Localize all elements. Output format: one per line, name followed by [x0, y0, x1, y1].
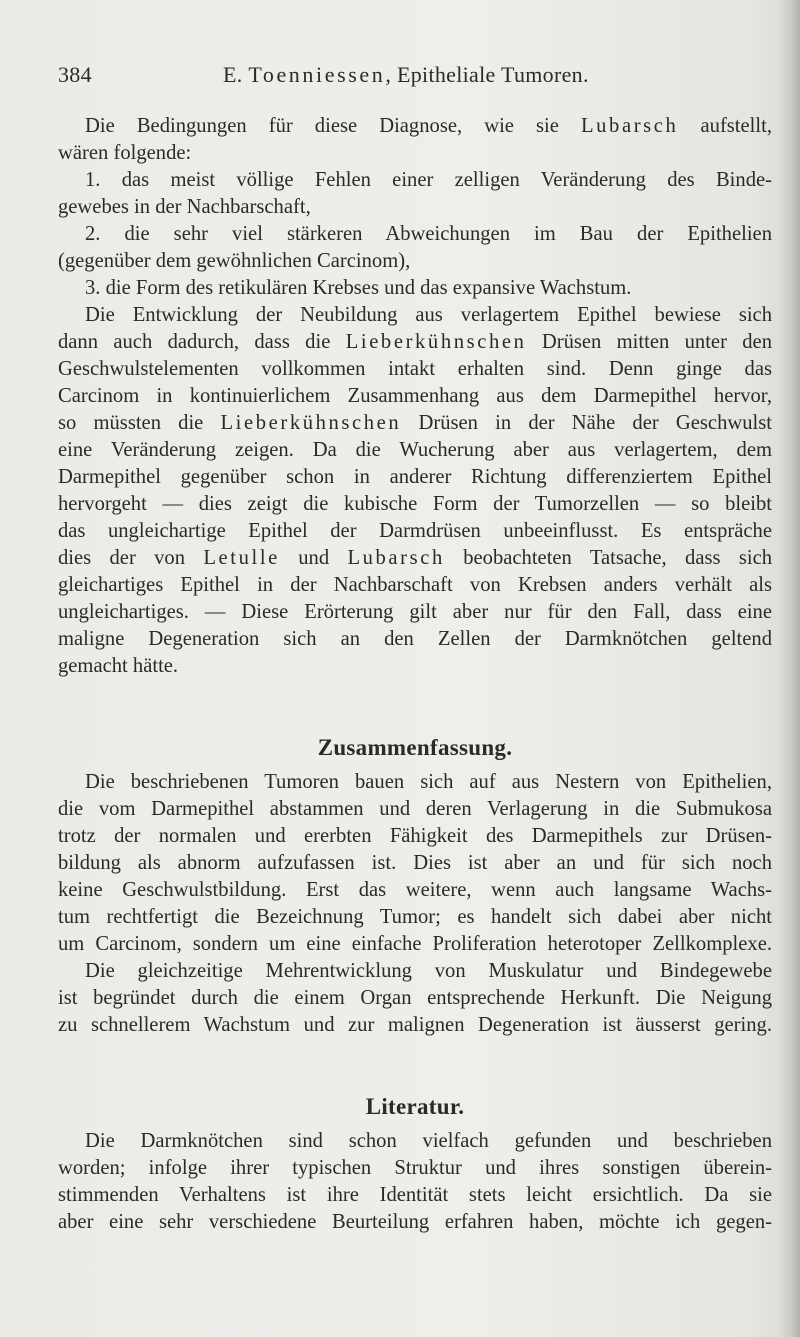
text-line: ist begründet durch die einem Organ entsprechende Herkunft. Die Neigung	[58, 987, 772, 1009]
body-text	[58, 113, 772, 1236]
text-line: um Carcinom, sondern um eine einfache Proliferation heterotoper Zellkomplexe.	[58, 933, 772, 955]
text-line: so müssten die Lieberkühnschen Drüsen in der Nähe der Geschwulst	[58, 412, 772, 434]
running-head	[58, 62, 780, 92]
text-line: Die Bedingungen für diese Diagnose, wie sie Lubarsch aufstellt,	[85, 115, 772, 137]
author-name-lubarsch: Lubarsch	[347, 547, 445, 569]
text-line: Die Entwicklung der Neubildung aus verlagertem Epithel bewiese sich	[85, 304, 772, 326]
section-heading-summary: Zusammenfassung.	[317, 735, 513, 760]
text-line: die vom Darmepithel abstammen und deren Verlagerung in die Submukosa	[58, 798, 772, 820]
author-name-lubarsch: Lubarsch	[580, 115, 679, 137]
list-item-3: 3. die Form des retikulären Krebses und das expansive Wachstum.	[85, 277, 632, 299]
text-line: ungleichartiges. — Diese Erörterung gilt aber nur für den Fall, dass eine	[58, 601, 772, 623]
section-heading-literature: Literatur.	[365, 1094, 465, 1119]
text-line: trotz der normalen und ererbten Fähigkeit des Darmepithels zur Drüsen-	[58, 825, 772, 847]
text-line: Carcinom in kontinuierlichem Zusammenhang aus dem Darmepithel hervor,	[58, 385, 772, 407]
text-line: dies der von Letulle und Lubarsch beobachteten Tatsache, dass sich	[58, 547, 773, 569]
text-line: gemacht hätte.	[58, 655, 179, 677]
text-line: zu schnellerem Wachstum und zur malignen Degeneration ist äusserst gering.	[58, 1014, 772, 1036]
text-line: hervorgeht — dies zeigt die kubische Form der Tumorzellen — so bleibt	[58, 493, 772, 515]
text-line: Geschwulstelementen vollkommen intakt erhalten sind. Denn ginge das	[58, 358, 772, 380]
text-line: maligne Degeneration sich an den Zellen der Darmknötchen geltend	[58, 628, 772, 650]
text-line: bildung als abnorm aufzufassen ist. Dies ist aber an und für sich noch	[58, 852, 772, 874]
text-line: eine Veränderung zeigen. Da die Wucherung aber aus verlagertem, dem	[58, 439, 772, 461]
list-item-2: 2. die sehr viel stärkeren Abweichungen im Bau der Epithelien	[85, 223, 772, 245]
text-line: gewebes in der Nachbarschaft,	[58, 196, 311, 218]
text-line: keine Geschwulstbildung. Erst das weitere, wenn auch langsame Wachs-	[58, 879, 772, 901]
page-edge-shadow	[778, 0, 800, 1337]
text-line: Die Darmknötchen sind schon vielfach gefunden und beschrieben	[85, 1130, 772, 1152]
author-name-lieberkuehn: Lieberkühnschen	[220, 412, 402, 434]
text-line: gleichartiges Epithel in der Nachbarschaft von Krebsen anders verhält als	[58, 574, 772, 596]
title-rest: , Epitheliale Tumoren.	[385, 62, 589, 87]
text-line: aber eine sehr verschiedene Beurteilung erfahren haben, möchte ich gegen-	[58, 1211, 772, 1233]
text-line: stimmenden Verhaltens ist ihre Identität stets leicht ersichtlich. Da sie	[58, 1184, 772, 1206]
author-name-lieberkuehn: Lieberkühnschen	[345, 331, 527, 353]
text-line: wären folgende:	[58, 142, 192, 164]
text-line: Die gleichzeitige Mehrentwicklung von Muskulatur und Bindegewebe	[85, 960, 772, 982]
text-line: Darmepithel gegenüber schon in anderer Richtung differenziertem Epithel	[58, 466, 772, 488]
text-line: (gegenüber dem gewöhnlichen Carcinom),	[58, 250, 411, 272]
text-line: tum rechtfertigt die Bezeichnung Tumor; es handelt sich dabei aber nicht	[58, 906, 772, 928]
text-line: dann auch dadurch, dass die Lieberkühnschen Drüsen mitten unter den	[58, 331, 772, 353]
running-title	[223, 62, 589, 88]
author-initial: E.	[223, 62, 249, 87]
text-line: worden; infolge ihrer typischen Struktur und ihres sonstigen überein-	[58, 1157, 772, 1179]
text-line: das ungleichartige Epithel der Darmdrüsen unbeeinflusst. Es entspräche	[58, 520, 772, 542]
list-item-1: 1. das meist völlige Fehlen einer zelligen Veränderung des Binde-	[85, 169, 772, 191]
page-number: 384	[58, 62, 92, 87]
author-name-letulle: Letulle	[203, 547, 280, 569]
text-line: Die beschriebenen Tumoren bauen sich auf aus Nestern von Epithelien,	[85, 771, 772, 793]
author-surname: Toenniessen	[248, 62, 386, 87]
